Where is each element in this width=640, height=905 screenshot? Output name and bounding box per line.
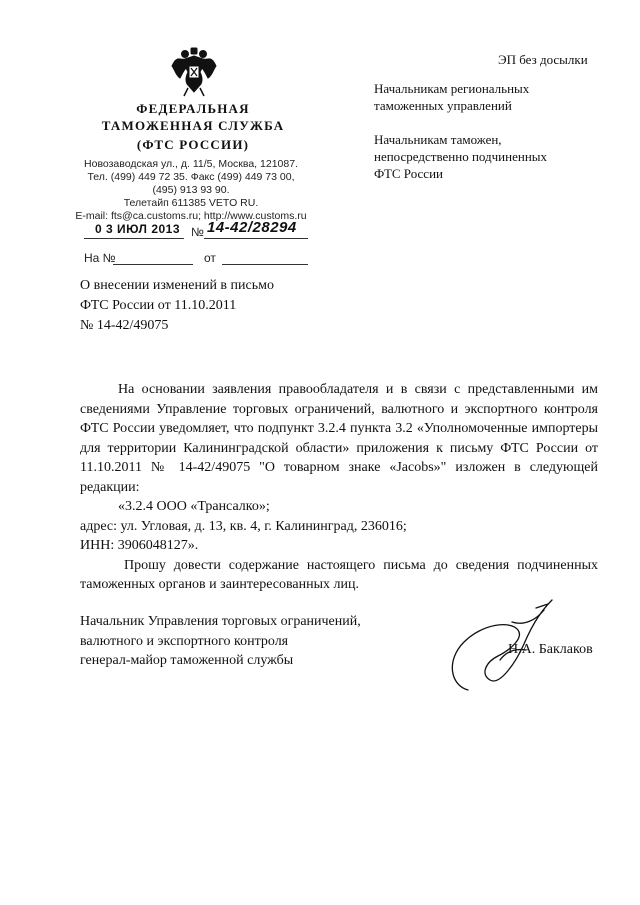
subject-line2: ФТС России от 11.10.2011 <box>80 298 237 313</box>
letter-body <box>80 380 598 595</box>
quote-line-3: ИНН: 3906048127». <box>80 538 199 553</box>
registration-number: 14-42/28294 <box>207 219 297 236</box>
org-name-line2: ТАМОЖЕННАЯ СЛУЖБА <box>101 118 285 133</box>
body-paragraph-2: Прошу довести содержание настоящего письма до сведения подчиненных таможенных органов и заинтересованных лиц. <box>80 557 598 592</box>
signatory-title-line2: валютного и экспортного контроля <box>80 633 289 649</box>
subject-line1: О внесении изменений в письмо <box>80 278 274 293</box>
reference-underline <box>113 264 193 265</box>
recipient-1-line2: таможенных управлений <box>374 98 512 113</box>
quote-line-2: адрес: ул. Угловая, д. 13, кв. 4, г. Калининград, 236016; <box>80 518 407 534</box>
recipient-2-line2: непосредственно подчиненных <box>374 149 548 164</box>
letter-subject <box>80 276 340 336</box>
signatory-name: Н.А. Баклаков <box>508 642 593 657</box>
number-underline <box>204 238 308 239</box>
date-underline <box>84 238 184 239</box>
recipient-group-2 <box>374 131 604 182</box>
recipient-2-line1: Начальникам таможен, <box>374 132 502 147</box>
signatory-title-line3: генерал-майор таможенной службы <box>80 653 294 668</box>
signatory-title <box>80 612 361 671</box>
coat-of-arms-emblem-icon <box>170 46 218 98</box>
org-phone2: (495) 913 93 90. <box>152 184 230 196</box>
org-teletype: Телетайп 611385 VETO RU. <box>123 197 259 209</box>
quote-line-1: «3.2.4 ООО «Трансалко»; <box>118 499 270 514</box>
recipient-group-1 <box>374 80 604 114</box>
from-underline <box>222 264 308 265</box>
org-abbr: (ФТС РОССИИ) <box>136 137 250 152</box>
recipient-2-line3: ФТС России <box>374 166 443 181</box>
body-paragraph-1: На основании заявления правообладателя и в связи с представленными им сведениями Управление торговых ограничений, валютного и экспортного контроля ФТС России уведомляет, что подпункт 3.2.4 пункта 3.2 «Уполномоченные импортеры для территории Калининградской области» приложения к письму ФТС России от 11.10.2011 № 14-42/49075 "О товарном знаке «Jacobs»" изложен в следующей редакции: <box>80 382 598 495</box>
reference-label: На № <box>84 251 116 265</box>
recipient-1-line1: Начальникам региональных <box>374 81 530 96</box>
org-email: E-mail: fts@ca.customs.ru; http://www.customs.ru <box>75 210 307 222</box>
number-label: № <box>191 225 204 239</box>
subject-line3: № 14-42/49075 <box>80 318 169 333</box>
org-address: Новозаводская ул., д. 11/5, Москва, 121087. <box>84 158 298 170</box>
from-label: от <box>204 251 216 265</box>
distribution-mark: ЭП без досылки <box>498 52 588 67</box>
registration-date-stamp: 0 3 ИЮЛ 2013 <box>95 222 181 236</box>
signatory-title-line1: Начальник Управления торговых ограничений, <box>80 614 361 629</box>
org-phone: Тел. (499) 449 72 35. Факс (499) 449 73 00, <box>87 171 295 183</box>
org-name-line1: ФЕДЕРАЛЬНАЯ <box>136 101 250 116</box>
